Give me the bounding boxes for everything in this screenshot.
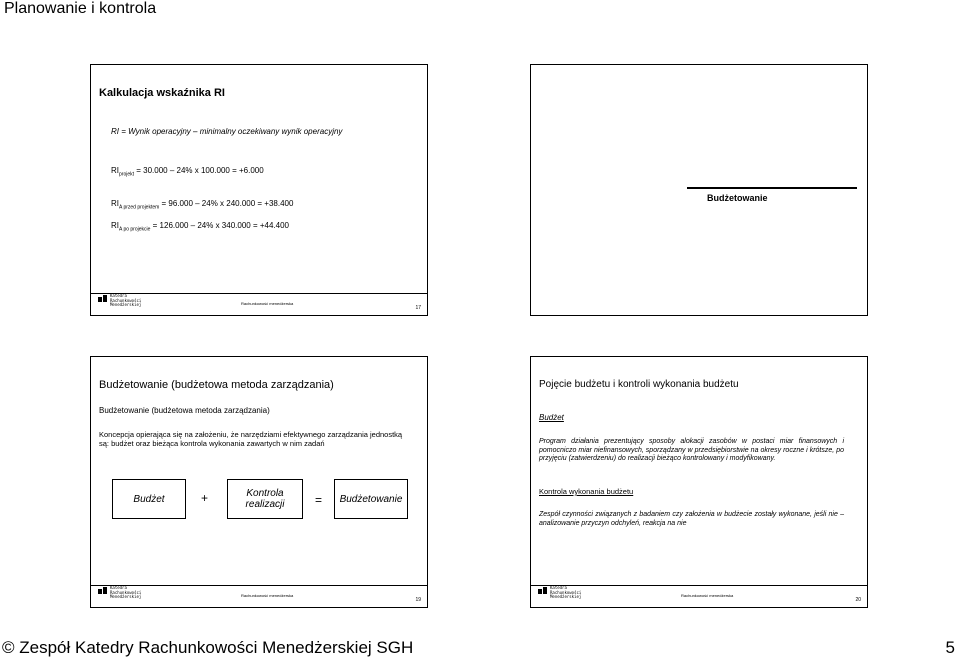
section-heading-kontrola: Kontrola wykonania budżetu (539, 487, 634, 496)
plus-sign: + (201, 491, 209, 505)
slide-title: Kalkulacja wskaźnika RI (99, 87, 225, 99)
ri-po-line: $RI_{A po projekcie} = 126.000 - 24\%$ x 340.000 = +44.400 (111, 221, 289, 233)
slide-footer-line (531, 585, 867, 586)
slide-subtitle: Budżetowanie (budżetowa metoda zarządzania) (99, 406, 270, 415)
slide-footer-line (91, 585, 427, 586)
footer-center-text: Rachunkowość menedżerska (241, 593, 294, 598)
slide-body: Koncepcja opierająca się na założeniu, że narzędziami efektywnego zarządzania jednostką są: budżet oraz bieżąca kontrola wykonania zawartych w nim zadań (99, 430, 403, 448)
section-heading-budzet: Budżet (539, 413, 564, 422)
slide-title: Pojęcie budżetu i kontroli wykonania budżetu (539, 379, 739, 390)
footer-center-text: Rachunkowość menedżerska (681, 593, 734, 598)
ri-formula: RI = Wynik operacyjny – minimalny oczekiwany wynik operacyjny (111, 127, 343, 136)
slide-18 (530, 64, 868, 316)
slide-20 (530, 356, 868, 608)
slide-title: Budżetowanie (budżetowa metoda zarządzania) (99, 379, 334, 391)
budzetowanie-box: Budżetowanie (334, 479, 408, 519)
slide-number: 17 (415, 305, 421, 311)
budzet-box: Budżet (112, 479, 186, 519)
slide-title: Budżetowanie (707, 193, 768, 203)
equals-sign: = (315, 493, 323, 507)
footer-center-text: Rachunkowość menedżerska (241, 301, 294, 306)
ri-przed-line: $RI_{A przed projektem} = 96.000 - 24\%$ x 240.000 = +38.400 (111, 199, 294, 211)
ri-projekt-line: $RI_{projekt} = 30.000 - 24\%$ x 100.000 = +6.000 (111, 166, 264, 178)
slide-19 (90, 356, 428, 608)
slide-number: 20 (855, 597, 861, 603)
slide-footer-line (91, 293, 427, 294)
logo-icon (538, 587, 548, 595)
section-text-kontrola: Zespół czynności związanych z badaniem czy założenia w budżecie zostały wykonane, jeśli nie – analizowanie przyczyn odchyleń, reakcja na nie (539, 511, 844, 527)
logo-icon (98, 295, 108, 303)
section-text-budzet: Program działania prezentujący sposoby alokacji zasobów w postaci miar finansowych i pomocniczo miar niefinansowych, sporządzany w przedsiębiorstwie na okresy roczne i krótsze, po przyjęciu (zatwierdzeniu) do realizacji bieżąco kontrolowany i modyfikowany. (539, 438, 844, 462)
slide-header-line (687, 187, 857, 189)
department-logo-text: Katedra Rachunkowości Menedżerskiej (110, 293, 142, 307)
department-logo-text: Katedra Rachunkowości Menedżerskiej (550, 585, 582, 599)
page-title: Planowanie i kontrola (4, 0, 157, 17)
copyright-text: © Zespół Katedry Rachunkowości Menedżerskiej SGH (2, 638, 414, 657)
slide-17 (90, 64, 428, 316)
logo-icon (98, 587, 108, 595)
department-logo-text: Katedra Rachunkowości Menedżerskiej (110, 585, 142, 599)
kontrola-box: Kontrola realizacji (227, 479, 303, 519)
page-footer (0, 632, 959, 662)
page-number: 5 (945, 638, 955, 657)
slide-number: 19 (415, 597, 421, 603)
